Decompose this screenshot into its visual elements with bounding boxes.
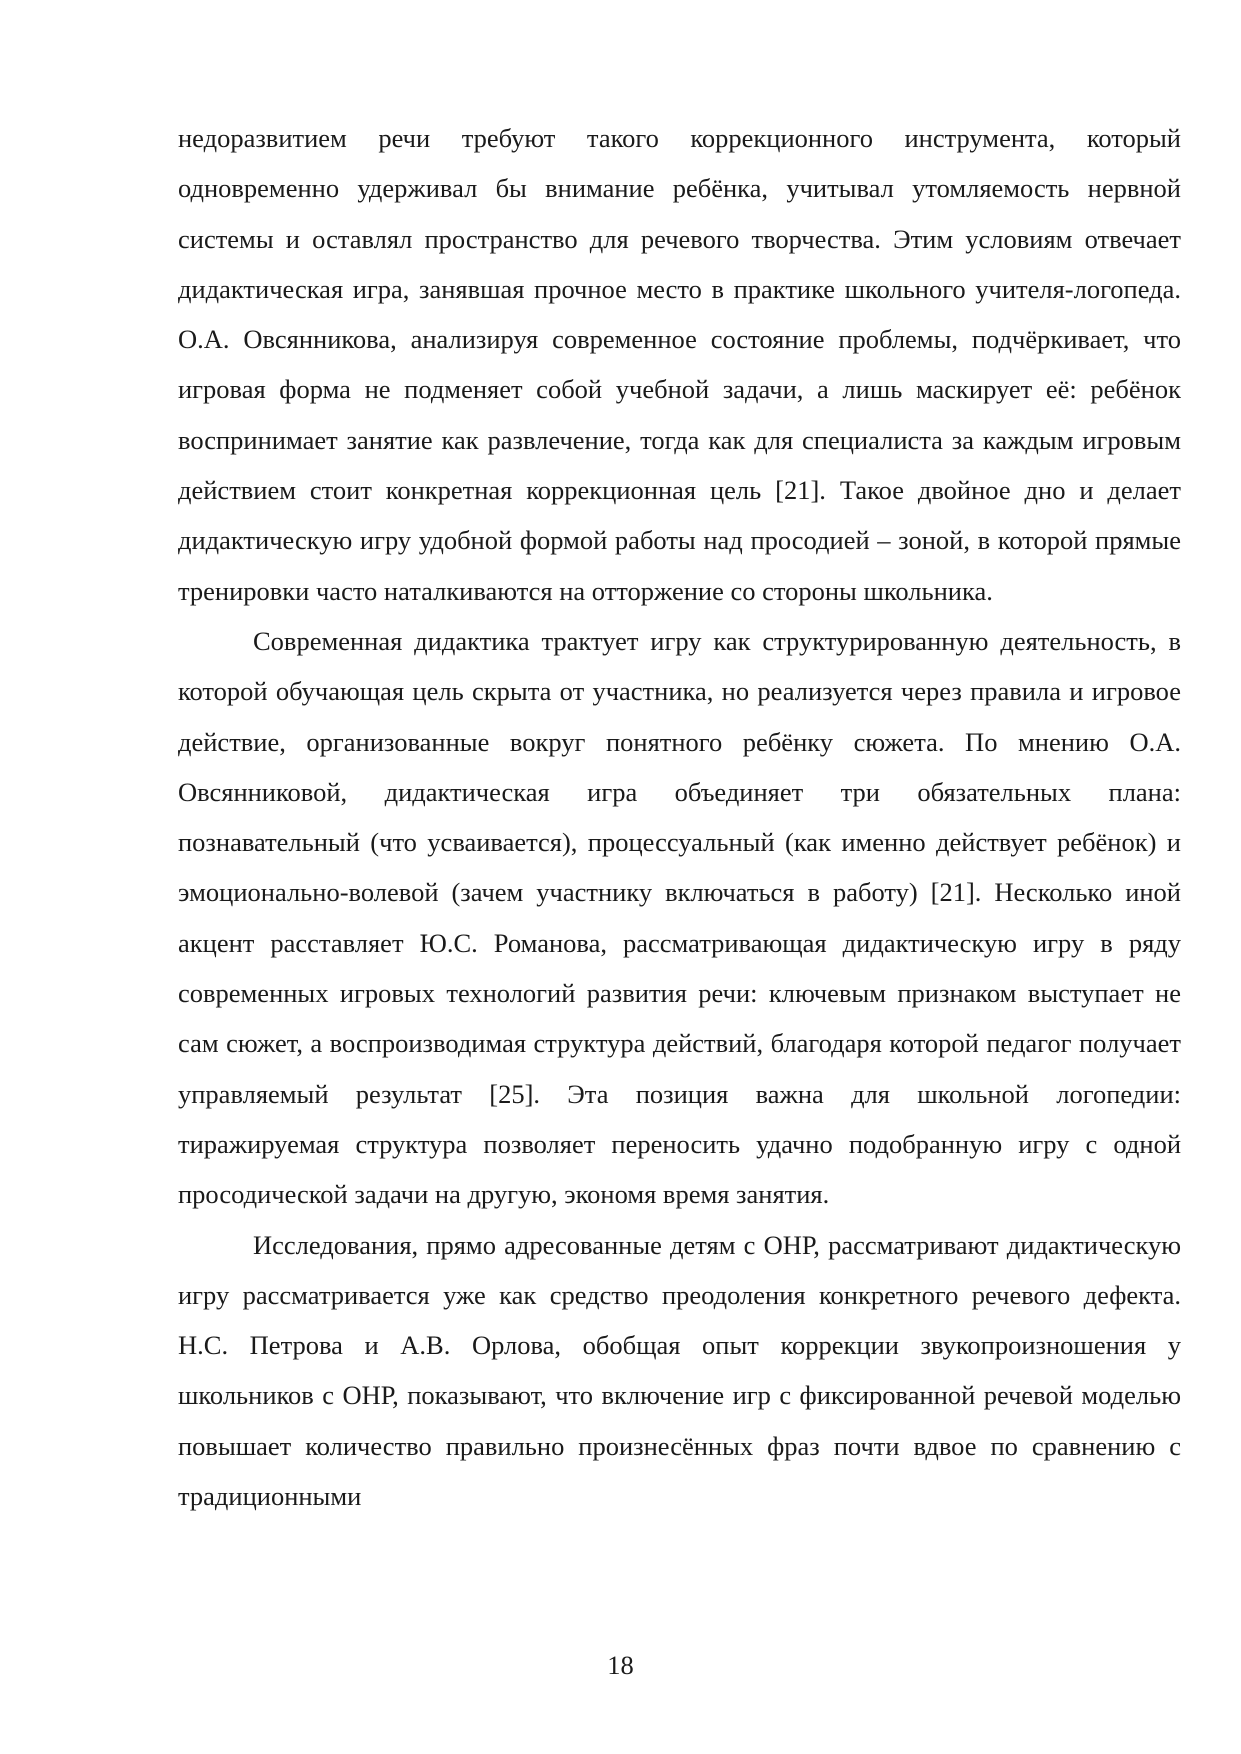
page-number: 18 (607, 1650, 634, 1680)
paragraph-continuation: недоразвитием речи требуют такого коррекционного инструмента, который одновременно удерживал бы внимание ребёнка, учитывал утомляемость нервной системы и оставлял пространство для речевого творчества. Этим условиям отвечает дидактическая игра, занявшая прочное место в практике школьного учителя-логопеда. О.А. Овсянникова, анализируя современное состояние проблемы, подчёркивает, что игровая форма не подменяет собой учебной задачи, а лишь маскирует её: ребёнок воспринимает занятие как развлечение, тогда как для специалиста за каждым игровым действием стоит конкретная коррекционная цель [21]. Такое двойное дно и делает дидактическую игру удобной формой работы над просодией – зоной, в которой прямые тренировки часто наталкиваются на отторжение со стороны школьника. (178, 123, 1181, 606)
paragraph-modern-didactics: Современная дидактика трактует игру как структурированную деятельность, в которой обучающая цель скрыта от участника, но реализуется через правила и игровое действие, организованные вокруг понятного ребёнку сюжета. По мнению О.А. Овсянниковой, дидактическая игра объединяет три обязательных плана: познавательный (что усваивается), процессуальный (как именно действует ребёнок) и эмоционально-волевой (зачем участнику включаться в работу) [21]. Несколько иной акцент расставляет Ю.С. Романова, рассматривающая дидактическую игру в ряду современных игровых технологий развития речи: ключевым признаком выступает не сам сюжет, а воспроизводимая структура действий, благодаря которой педагог получает управляемый результат [25]. Эта позиция важна для школьной логопедии: тиражируемая структура позволяет переносить удачно подобранную игру с одной просодической задачи на другую, экономя время занятия. (178, 625, 1181, 1210)
document-body (178, 113, 1181, 1521)
paragraph-research-onr: Исследования, прямо адресованные детям с ОНР, рассматривают дидактическую игру рассматривается уже как средство преодоления конкретного речевого дефекта. Н.С. Петрова и А.В. Орлова, обобщая опыт коррекции звукопроизношения у школьников с ОНР, показывают, что включение игр с фиксированной речевой моделью повышает количество правильно произнесённых фраз почти вдвое по сравнению с традиционными (178, 1229, 1181, 1512)
